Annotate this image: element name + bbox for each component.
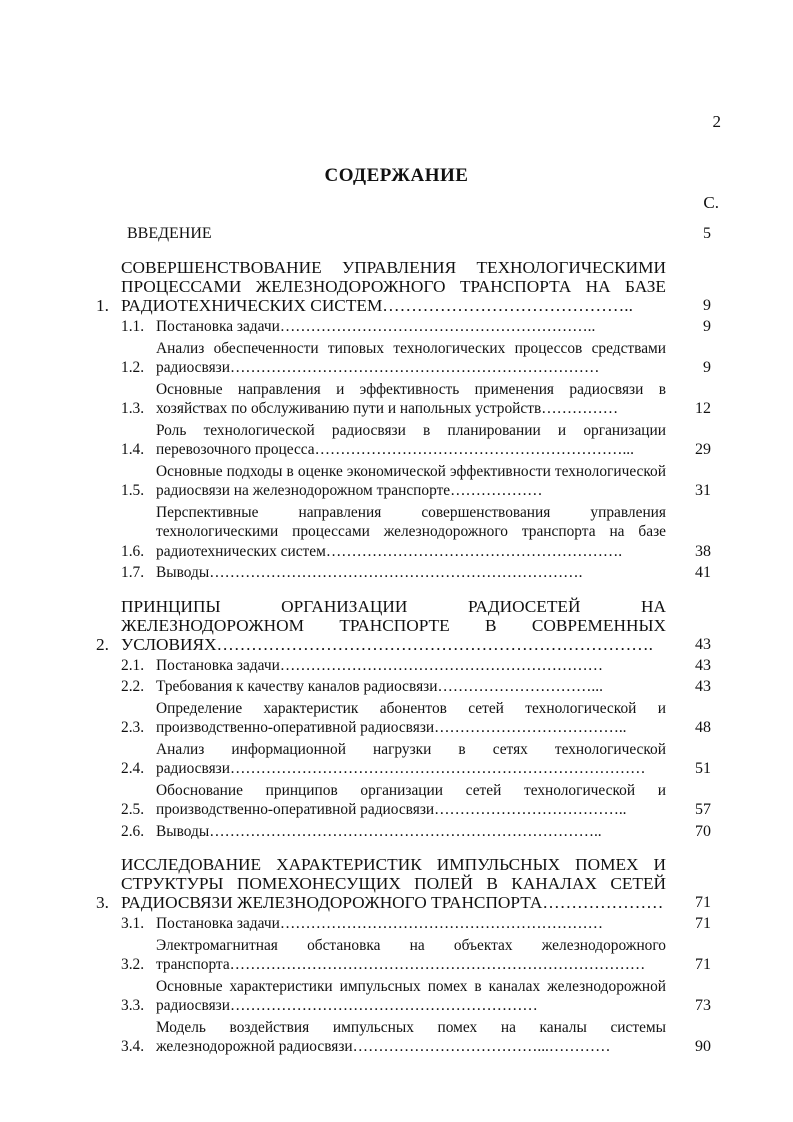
toc-section[interactable] bbox=[96, 421, 721, 460]
toc-page-number: 9 bbox=[703, 297, 711, 314]
toc-section-title: Анализ обеспеченности типовых технологических процессов средствами радиосвязи……………………………………………………………… bbox=[156, 339, 666, 376]
toc-section-title: Постановка задачи……………………………………………………… bbox=[156, 915, 604, 932]
toc-page-number: 5 bbox=[703, 225, 711, 242]
toc-page-number: 73 bbox=[695, 997, 711, 1014]
toc-section[interactable] bbox=[96, 977, 721, 1016]
toc-section-title: Выводы………………………………………………………………….. bbox=[156, 822, 602, 840]
toc-page-number: 51 bbox=[695, 760, 711, 777]
toc-chapter-number: 2. bbox=[96, 634, 109, 654]
toc-section[interactable] bbox=[96, 699, 721, 738]
toc-page-number: 43 bbox=[695, 678, 711, 695]
toc-section[interactable] bbox=[96, 936, 721, 975]
toc-chapter[interactable] bbox=[96, 855, 721, 912]
toc-section[interactable] bbox=[96, 677, 721, 697]
toc-section-number: 2.1. bbox=[121, 656, 145, 674]
toc-section-number: 3.3. bbox=[121, 997, 145, 1014]
toc-intro[interactable] bbox=[96, 220, 721, 244]
toc-page-number: 9 bbox=[703, 359, 711, 376]
toc-section-number: 1.1. bbox=[121, 318, 145, 335]
toc-section-title: Постановка задачи…………………………………………………….. bbox=[156, 318, 596, 335]
toc-section-number: 2.4. bbox=[121, 760, 145, 777]
toc-section-title: Обоснование принципов организации сетей технологической и производственно-оперативной радиосвязи……………………………….. bbox=[156, 781, 666, 818]
toc-section-title: Электромагнитная обстановка на объектах железнодорожного транспорта……………………………………………………………………… bbox=[156, 936, 666, 973]
toc-chapter-title: ИССЛЕДОВАНИЕ ХАРАКТЕРИСТИК ИМПУЛЬСНЫХ ПОМЕХ И СТРУКТУРЫ ПОМЕХОНЕСУЩИХ ПОЛЕЙ В КАНАЛАХ СЕТЕЙ РАДИОСВЯЗИ ЖЕЛЕЗНОДОРОЖНОГО ТРАНСПОРТА………………… bbox=[121, 855, 666, 912]
toc-page-number: 9 bbox=[703, 318, 711, 335]
toc-section[interactable] bbox=[96, 740, 721, 779]
toc-section-number: 2.3. bbox=[121, 719, 145, 736]
toc-chapter-number: 3. bbox=[96, 893, 109, 912]
toc-section-number: 1.3. bbox=[121, 400, 145, 417]
page-number: 2 bbox=[712, 112, 721, 131]
toc-section[interactable] bbox=[96, 380, 721, 419]
toc-section-number: 3.2. bbox=[121, 956, 145, 973]
toc-section-number: 1.2. bbox=[121, 359, 145, 376]
page-title: СОДЕРЖАНИЕ bbox=[324, 165, 469, 186]
toc-section-number: 1.4. bbox=[121, 441, 145, 458]
toc-section-number: 3.4. bbox=[121, 1038, 145, 1055]
toc-section[interactable] bbox=[96, 503, 721, 562]
toc-section[interactable] bbox=[96, 563, 721, 583]
toc-page-number: 71 bbox=[695, 915, 711, 932]
toc-page-number: 43 bbox=[695, 656, 711, 674]
toc-page-number: 29 bbox=[695, 441, 711, 458]
toc-page-number: 12 bbox=[695, 400, 711, 417]
toc-chapter-title: СОВЕРШЕНСТВОВАНИЕ УПРАВЛЕНИЯ ТЕХНОЛОГИЧЕСКИМИ ПРОЦЕССАМИ ЖЕЛЕЗНОДОРОЖНОГО ТРАНСПОРТА НА БАЗЕ РАДИОТЕХНИЧЕСКИХ СИСТЕМ…………………………………….. bbox=[121, 258, 666, 315]
toc-section-title: Основные характеристики импульсных помех в каналах железнодорожной радиосвязи…………………………………………………… bbox=[156, 977, 666, 1014]
toc-section-title: Определение характеристик абонентов сетей технологической и производственно-оперативной радиосвязи……………………………….. bbox=[156, 699, 666, 736]
toc-section[interactable] bbox=[96, 1018, 721, 1057]
toc-chapter[interactable] bbox=[96, 258, 721, 315]
toc-page-number: 70 bbox=[695, 822, 711, 840]
toc-chapter[interactable] bbox=[96, 597, 721, 654]
toc-section-title: Постановка задачи……………………………………………………… bbox=[156, 656, 604, 674]
toc-page-number: 41 bbox=[695, 564, 711, 581]
toc-section[interactable] bbox=[96, 462, 721, 501]
toc-section[interactable] bbox=[96, 781, 721, 820]
toc-page-number: 71 bbox=[695, 956, 711, 973]
toc-chapter-number: 1. bbox=[96, 296, 109, 315]
toc-section-title: Основные направления и эффективность применения радиосвязи в хозяйствах по обслуживанию пути и напольных устройств…………… bbox=[156, 380, 666, 417]
toc-section-number: 1.7. bbox=[121, 564, 145, 581]
toc-page-number: 71 bbox=[695, 894, 711, 911]
toc-section[interactable] bbox=[96, 339, 721, 378]
toc-section[interactable] bbox=[96, 317, 721, 337]
page-column-label: С. bbox=[703, 193, 719, 212]
toc-section-title: Роль технологической радиосвязи в планировании и организации перевозочного процесса……………………………………………………... bbox=[156, 421, 666, 458]
toc-section-title: Модель воздействия импульсных помех на каналы системы железнодорожной радиосвязи………………………………...………… bbox=[156, 1018, 666, 1055]
table-of-contents bbox=[96, 220, 721, 1057]
toc-section-number: 3.1. bbox=[121, 915, 145, 932]
toc-page-number: 57 bbox=[695, 801, 711, 818]
toc-section[interactable] bbox=[96, 822, 721, 842]
toc-intro-label: ВВЕДЕНИЕ bbox=[127, 225, 212, 242]
toc-page-number: 31 bbox=[695, 482, 711, 499]
toc-page-number: 38 bbox=[695, 542, 711, 560]
toc-section-title: Анализ информационной нагрузки в сетях технологической радиосвязи……………………………………………………………………… bbox=[156, 740, 666, 777]
toc-section-number: 1.5. bbox=[121, 482, 145, 499]
toc-section-title: Требования к качеству каналов радиосвязи…………………………... bbox=[156, 678, 603, 695]
toc-chapter-title: ПРИНЦИПЫ ОРГАНИЗАЦИИ РАДИОСЕТЕЙ НА ЖЕЛЕЗНОДОРОЖНОМ ТРАНСПОРТЕ В СОВРЕМЕННЫХ УСЛОВИЯХ…………………………………………………………………. bbox=[121, 596, 666, 654]
toc-section[interactable] bbox=[96, 656, 721, 676]
toc-page-number: 48 bbox=[695, 719, 711, 736]
toc-section-number: 2.5. bbox=[121, 801, 145, 818]
toc-section-number: 1.6. bbox=[121, 542, 145, 560]
toc-page-number: 90 bbox=[695, 1038, 711, 1055]
toc-section-number: 2.2. bbox=[121, 678, 145, 695]
toc-section[interactable] bbox=[96, 914, 721, 934]
toc-section-title: Перспективные направления совершенствования управления технологическими процессами железнодорожного транспорта на базе радиотехнических систем…………………………………………………. bbox=[156, 503, 666, 560]
toc-section-title: Выводы………………………………………………………………. bbox=[156, 564, 583, 581]
toc-section-number: 2.6. bbox=[121, 822, 145, 840]
toc-page-number: 43 bbox=[695, 635, 711, 653]
toc-section-title: Основные подходы в оценке экономической эффективности технологической радиосвязи на железнодорожном транспорте……………… bbox=[156, 462, 666, 499]
